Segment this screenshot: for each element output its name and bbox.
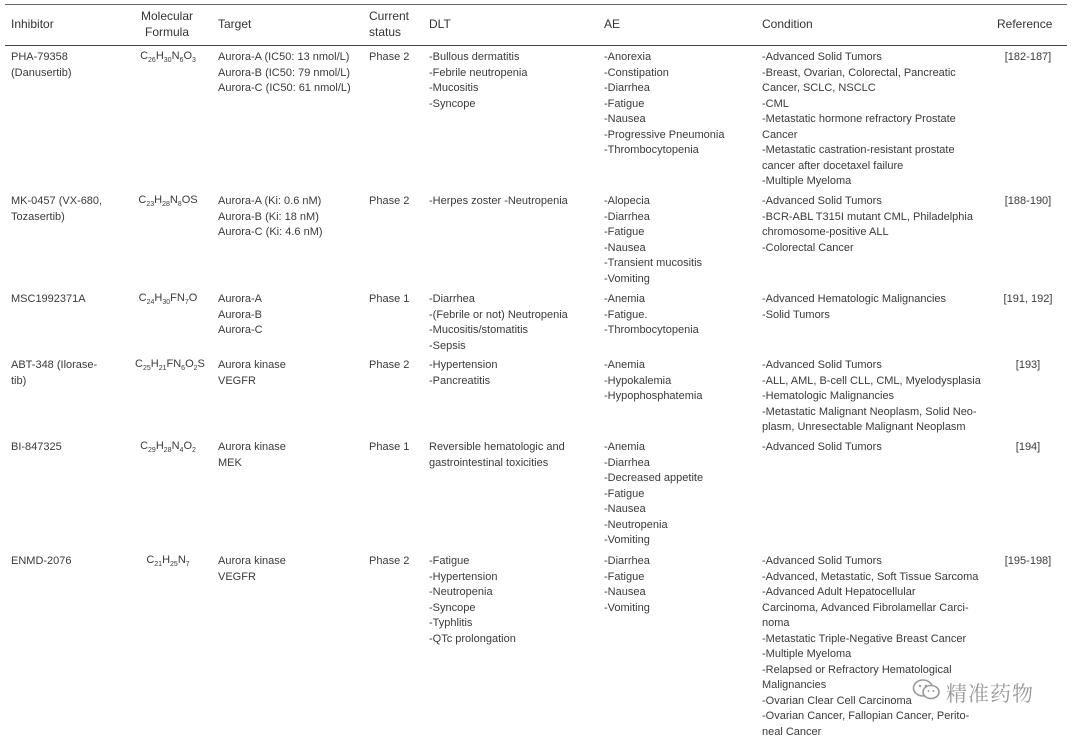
cell-ae: [604, 554, 760, 616]
cell-line: -Hypophosphatemia: [604, 389, 760, 405]
formula-element: C: [146, 554, 154, 566]
cell-line: -CML: [762, 97, 994, 113]
cell-line: -Hypertension: [429, 570, 601, 586]
formula-element: H: [154, 292, 162, 304]
cell-line: MEK: [218, 456, 368, 472]
cell-line: chromosome-positive ALL: [762, 225, 994, 241]
cell-line: -Advanced Adult Hepatocellular: [762, 585, 994, 601]
cell-line: -Fatigue: [604, 570, 760, 586]
cell-line: Phase 1: [369, 292, 425, 308]
cell-formula: [135, 439, 201, 455]
cell-line: Cancer: [762, 128, 994, 144]
cell-condition: [762, 50, 994, 190]
cell-dlt: [429, 440, 601, 471]
cell-reference: [997, 440, 1059, 456]
cell-line: -Vomiting: [604, 533, 760, 549]
cell-line: ENMD-2076: [11, 554, 129, 570]
cell-line: -Syncope: [429, 601, 601, 617]
cell-line: Aurora-A (IC50: 13 nmol/L): [218, 50, 368, 66]
formula-subscript: 2: [194, 365, 198, 372]
formula-subscript: 23: [146, 201, 154, 208]
header-condition: Condition: [762, 16, 813, 32]
cell-line: -Breast, Ovarian, Colorectal, Pancreatic: [762, 66, 994, 82]
cell-line: -Colorectal Cancer: [762, 241, 994, 257]
cell-formula: [135, 193, 201, 209]
formula-subscript: 8: [178, 201, 182, 208]
cell-line: -Hypokalemia: [604, 374, 760, 390]
cell-inhibitor: [11, 194, 129, 225]
cell-line: -Advanced Solid Tumors: [762, 358, 994, 374]
wechat-icon: [912, 677, 942, 703]
cell-line: -Multiple Myeloma: [762, 647, 994, 663]
cell-line: Reversible hematologic and: [429, 440, 601, 456]
cell-line: -Nausea: [604, 112, 760, 128]
cell-condition: [762, 554, 994, 740]
formula-subscript: 24: [147, 299, 155, 306]
cell-status: [369, 292, 425, 308]
cell-formula: [135, 357, 201, 373]
cell-line: -Nausea: [604, 502, 760, 518]
cell-line: [195-198]: [997, 554, 1059, 570]
cell-dlt: [429, 50, 601, 112]
cell-target: [218, 194, 368, 241]
formula-subscript: 28: [162, 201, 170, 208]
cell-formula: [135, 553, 201, 569]
cell-line: tib): [11, 374, 129, 390]
formula-element: C: [139, 292, 147, 304]
formula-element: OS: [182, 194, 198, 206]
cell-dlt: [429, 194, 601, 210]
cell-condition: [762, 358, 994, 436]
cell-inhibitor: [11, 554, 129, 570]
cell-line: -Solid Tumors: [762, 308, 994, 324]
formula-subscript: 4: [180, 447, 184, 454]
cell-line: -Fatigue: [429, 554, 601, 570]
cell-line: -Advanced Hematologic Malignancies: [762, 292, 994, 308]
cell-line: -Hematologic Malignancies: [762, 389, 994, 405]
cell-line: -Nausea: [604, 585, 760, 601]
cell-line: VEGFR: [218, 570, 368, 586]
cell-line: Phase 2: [369, 554, 425, 570]
formula-element: H: [156, 50, 164, 62]
cell-condition: [762, 194, 994, 256]
formula-subscript: 3: [192, 57, 196, 64]
cell-line: -Constipation: [604, 66, 760, 82]
cell-line: MK-0457 (VX-680,: [11, 194, 129, 210]
header-inhibitor: Inhibitor: [11, 16, 54, 32]
formula-subscript: 21: [154, 561, 162, 568]
cell-target: [218, 440, 368, 471]
formula-subscript: 7: [186, 561, 190, 568]
cell-line: Phase 2: [369, 358, 425, 374]
cell-line: -Alopecia: [604, 194, 760, 210]
cell-dlt: [429, 358, 601, 389]
cell-line: -Thrombocytopenia: [604, 323, 760, 339]
formula-subscript: 2: [192, 447, 196, 454]
formula-element: N: [172, 440, 180, 452]
cell-ae: [604, 440, 760, 549]
cell-inhibitor: [11, 440, 129, 456]
cell-line: Aurora-B (IC50: 79 nmol/L): [218, 66, 368, 82]
cell-line: -Fatigue.: [604, 308, 760, 324]
cell-line: -Typhlitis: [429, 616, 601, 632]
formula-subscript: 25: [170, 561, 178, 568]
formula-element: H: [154, 194, 162, 206]
cell-line: -Hypertension: [429, 358, 601, 374]
cell-line: -Metastatic Triple-Negative Breast Cancer: [762, 632, 994, 648]
cell-line: -Syncope: [429, 97, 601, 113]
cell-status: [369, 440, 425, 456]
cell-condition: [762, 440, 994, 456]
cell-line: -Metastatic Malignant Neoplasm, Solid Neo-: [762, 405, 994, 421]
cell-line: -Metastatic castration-resistant prostate: [762, 143, 994, 159]
cell-line: -Nausea: [604, 241, 760, 257]
cell-line: -Advanced Solid Tumors: [762, 50, 994, 66]
cell-line: [182-187]: [997, 50, 1059, 66]
cell-line: Tozasertib): [11, 210, 129, 226]
cell-line: -(Febrile or not) Neutropenia: [429, 308, 601, 324]
watermark: [910, 676, 1050, 704]
cell-line: -ALL, AML, B-cell CLL, CML, Myelodysplasia: [762, 374, 994, 390]
cell-line: -Multiple Myeloma: [762, 174, 994, 190]
cell-line: -Anemia: [604, 292, 760, 308]
cell-line: -Ovarian Cancer, Fallopian Cancer, Perito-: [762, 709, 994, 725]
cell-inhibitor: [11, 292, 129, 308]
cell-ae: [604, 358, 760, 405]
cell-target: [218, 292, 368, 339]
cell-line: cancer after docetaxel failure: [762, 159, 994, 175]
cell-line: -Diarrhea: [604, 81, 760, 97]
formula-element: S: [198, 358, 205, 370]
cell-reference: [997, 194, 1059, 210]
cell-target: [218, 554, 368, 585]
cell-formula: [135, 291, 201, 307]
cell-target: [218, 50, 368, 97]
formula-subscript: 25: [143, 365, 151, 372]
cell-line: -Relapsed or Refractory Hematological: [762, 663, 994, 679]
cell-dlt: [429, 554, 601, 647]
cell-target: [218, 358, 368, 389]
cell-line: -Advanced, Metastatic, Soft Tissue Sarcoma: [762, 570, 994, 586]
cell-line: Cancer, SCLC, NSCLC: [762, 81, 994, 97]
formula-element: N: [178, 554, 186, 566]
cell-line: -Vomiting: [604, 601, 760, 617]
cell-formula: [135, 49, 201, 65]
formula-element: H: [151, 358, 159, 370]
cell-line: -Decreased appetite: [604, 471, 760, 487]
formula-subscript: 30: [162, 299, 170, 306]
header-formula: Molecular Formula: [135, 8, 199, 40]
formula-element: O: [189, 292, 198, 304]
cell-status: [369, 50, 425, 66]
cell-line: -Neutropenia: [429, 585, 601, 601]
cell-line: -Febrile neutropenia: [429, 66, 601, 82]
cell-line: -Herpes zoster -Neutropenia: [429, 194, 601, 210]
table-header-rule: [5, 45, 1067, 46]
formula-subscript: 30: [164, 57, 172, 64]
table-top-rule: [5, 4, 1067, 5]
formula-element: C: [138, 194, 146, 206]
formula-element: N: [172, 50, 180, 62]
cell-inhibitor: [11, 50, 129, 81]
cell-line: Aurora kinase: [218, 440, 368, 456]
cell-line: gastrointestinal toxicities: [429, 456, 601, 472]
cell-line: Aurora-A: [218, 292, 368, 308]
cell-line: Aurora kinase: [218, 554, 368, 570]
cell-line: -Sepsis: [429, 339, 601, 355]
cell-line: -Fatigue: [604, 97, 760, 113]
formula-element: O: [183, 440, 192, 452]
cell-line: -Diarrhea: [604, 554, 760, 570]
cell-ae: [604, 292, 760, 339]
cell-reference: [997, 292, 1059, 308]
cell-line: -Advanced Solid Tumors: [762, 194, 994, 210]
cell-line: [193]: [997, 358, 1059, 374]
cell-reference: [997, 358, 1059, 374]
formula-element: C: [135, 358, 143, 370]
cell-line: ABT-348 (Ilorase-: [11, 358, 129, 374]
cell-line: Aurora kinase: [218, 358, 368, 374]
cell-line: Aurora-C (Ki: 4.6 nM): [218, 225, 368, 241]
cell-line: Carcinoma, Advanced Fibrolamellar Carci-: [762, 601, 994, 617]
formula-subscript: 7: [185, 299, 189, 306]
formula-element: O: [183, 50, 192, 62]
cell-line: -BCR-ABL T315I mutant CML, Philadelphia: [762, 210, 994, 226]
cell-line: -Ovarian Clear Cell Carcinoma: [762, 694, 994, 710]
cell-line: -Diarrhea: [604, 210, 760, 226]
formula-element: N: [170, 194, 178, 206]
formula-subscript: 26: [148, 57, 156, 64]
cell-line: neal Cancer: [762, 725, 994, 740]
formula-element: C: [140, 440, 148, 452]
cell-line: -Neutropenia: [604, 518, 760, 534]
cell-line: -Progressive Pneumonia: [604, 128, 760, 144]
cell-status: [369, 358, 425, 374]
header-status: Current status: [369, 8, 409, 40]
cell-line: [194]: [997, 440, 1059, 456]
header-target: Target: [218, 16, 251, 32]
header-ae: AE: [604, 16, 620, 32]
cell-line: -Mucositis/stomatitis: [429, 323, 601, 339]
formula-subscript: 28: [164, 447, 172, 454]
cell-line: -Fatigue: [604, 225, 760, 241]
cell-line: Aurora-B (Ki: 18 nM): [218, 210, 368, 226]
cell-inhibitor: [11, 358, 129, 389]
cell-line: noma: [762, 616, 994, 632]
cell-line: -Thrombocytopenia: [604, 143, 760, 159]
cell-line: Phase 1: [369, 440, 425, 456]
cell-line: -Transient mucositis: [604, 256, 760, 272]
cell-line: Phase 2: [369, 194, 425, 210]
cell-reference: [997, 50, 1059, 66]
cell-line: -Mucositis: [429, 81, 601, 97]
cell-ae: [604, 50, 760, 159]
formula-subscript: 21: [159, 365, 167, 372]
cell-line: -Diarrhea: [604, 456, 760, 472]
cell-line: -Pancreatitis: [429, 374, 601, 390]
cell-line: Aurora-C: [218, 323, 368, 339]
cell-line: Aurora-B: [218, 308, 368, 324]
cell-ae: [604, 194, 760, 287]
formula-element: H: [156, 440, 164, 452]
cell-line: -Advanced Solid Tumors: [762, 554, 994, 570]
cell-condition: [762, 292, 994, 323]
cell-dlt: [429, 292, 601, 354]
watermark-text: 精准药物: [946, 678, 1034, 708]
cell-line: plasm, Unresectable Malignant Neoplasm: [762, 420, 994, 436]
formula-element: FN: [167, 358, 182, 370]
cell-line: Phase 2: [369, 50, 425, 66]
cell-status: [369, 554, 425, 570]
header-reference: Reference: [997, 16, 1052, 32]
formula-element: FN: [170, 292, 185, 304]
cell-line: BI-847325: [11, 440, 129, 456]
cell-line: [191, 192]: [997, 292, 1059, 308]
header-dlt: DLT: [429, 16, 451, 32]
cell-line: VEGFR: [218, 374, 368, 390]
cell-line: -Metastatic hormone refractory Prostate: [762, 112, 994, 128]
cell-line: -Diarrhea: [429, 292, 601, 308]
cell-line: -Advanced Solid Tumors: [762, 440, 994, 456]
cell-line: -Bullous dermatitis: [429, 50, 601, 66]
cell-line: PHA-79358: [11, 50, 129, 66]
cell-line: Aurora-C (IC50: 61 nmol/L): [218, 81, 368, 97]
cell-line: -Fatigue: [604, 487, 760, 503]
formula-element: O: [185, 358, 194, 370]
formula-element: C: [140, 50, 148, 62]
formula-subscript: 29: [148, 447, 156, 454]
cell-line: -Anemia: [604, 358, 760, 374]
cell-status: [369, 194, 425, 210]
formula-subscript: 6: [181, 365, 185, 372]
cell-line: (Danusertib): [11, 66, 129, 82]
cell-line: Malignancies: [762, 678, 994, 694]
formula-element: H: [162, 554, 170, 566]
cell-line: MSC1992371A: [11, 292, 129, 308]
cell-line: -QTc prolongation: [429, 632, 601, 648]
formula-subscript: 6: [180, 57, 184, 64]
cell-line: Aurora-A (Ki: 0.6 nM): [218, 194, 368, 210]
cell-line: -Vomiting: [604, 272, 760, 288]
cell-reference: [997, 554, 1059, 570]
cell-line: -Anorexia: [604, 50, 760, 66]
cell-line: [188-190]: [997, 194, 1059, 210]
cell-line: -Anemia: [604, 440, 760, 456]
